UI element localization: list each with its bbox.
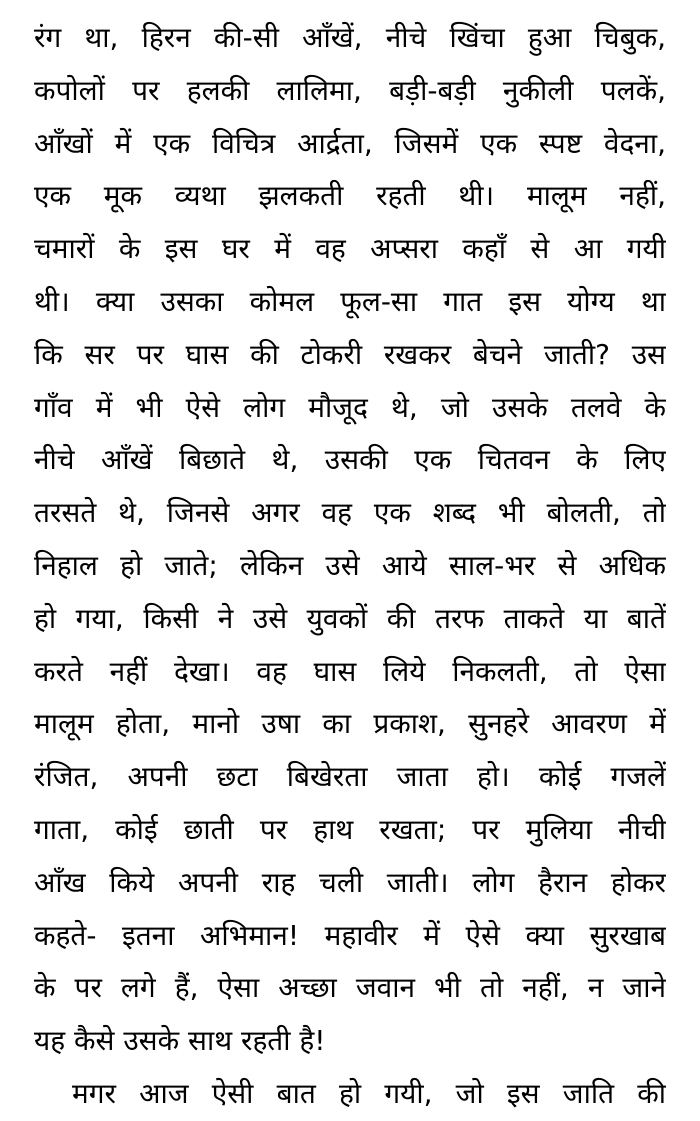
text-line: रंजित, अपनी छटा बिखेरता जाता हो। कोई गजलें bbox=[34, 760, 666, 794]
text-line: करते नहीं देखा। वह घास लिये निकलती, तो ऐसा bbox=[34, 654, 666, 688]
text-line: नीचे आँखें बिछाते थे, उसकी एक चितवन के लिए bbox=[34, 443, 666, 477]
text-line: कहते- इतना अभिमान! महावीर में ऐसे क्या सुरखाब bbox=[34, 918, 666, 952]
text-line: गाता, कोई छाती पर हाथ रखता; पर मुलिया नीची bbox=[34, 812, 666, 846]
text-line: गाँव में भी ऐसे लोग मौजूद थे, जो उसके तलवे के bbox=[34, 390, 666, 424]
document-page bbox=[34, 12, 666, 1110]
text-line: रंग था, हिरन की-सी आँखें, नीचे खिंचा हुआ चिबुक, bbox=[34, 21, 666, 54]
text-line: आँख किये अपनी राह चली जाती। लोग हैरान होकर bbox=[34, 865, 666, 899]
text-line: आँखों में एक विचित्र आर्द्रता, जिसमें एक स्पष्ट वेदना, bbox=[34, 126, 666, 160]
text-line: कि सर पर घास की टोकरी रखकर बेचने जाती? उस bbox=[34, 337, 666, 371]
paragraph-end-line: यह कैसे उसके साथ रहती है! bbox=[34, 1024, 326, 1058]
text-line: कपोलों पर हलकी लालिमा, बड़ी-बड़ी नुकीली पलकें, bbox=[34, 73, 666, 107]
text-line: हो गया, किसी ने उसे युवकों की तरफ ताकते या बातें bbox=[34, 601, 666, 635]
text-line: चमारों के इस घर में वह अप्सरा कहाँ से आ गयी bbox=[34, 232, 666, 266]
text-line: निहाल हो जाते; लेकिन उसे आये साल-भर से अधिक bbox=[34, 548, 666, 582]
text-line: थी। क्या उसका कोमल फूल-सा गात इस योग्य था bbox=[34, 284, 666, 318]
paragraph-start-line: मगर आज ऐसी बात हो गयी, जो इस जाति की bbox=[72, 1076, 666, 1110]
text-line: के पर लगे हैं, ऐसा अच्छा जवान भी तो नहीं, न जाने bbox=[34, 971, 666, 1005]
text-line: मालूम होता, मानो उषा का प्रकाश, सुनहरे आवरण में bbox=[34, 707, 666, 741]
text-line: एक मूक व्यथा झलकती रहती थी। मालूम नहीं, bbox=[34, 179, 666, 213]
text-line: तरसते थे, जिनसे अगर वह एक शब्द भी बोलती, तो bbox=[34, 496, 666, 530]
